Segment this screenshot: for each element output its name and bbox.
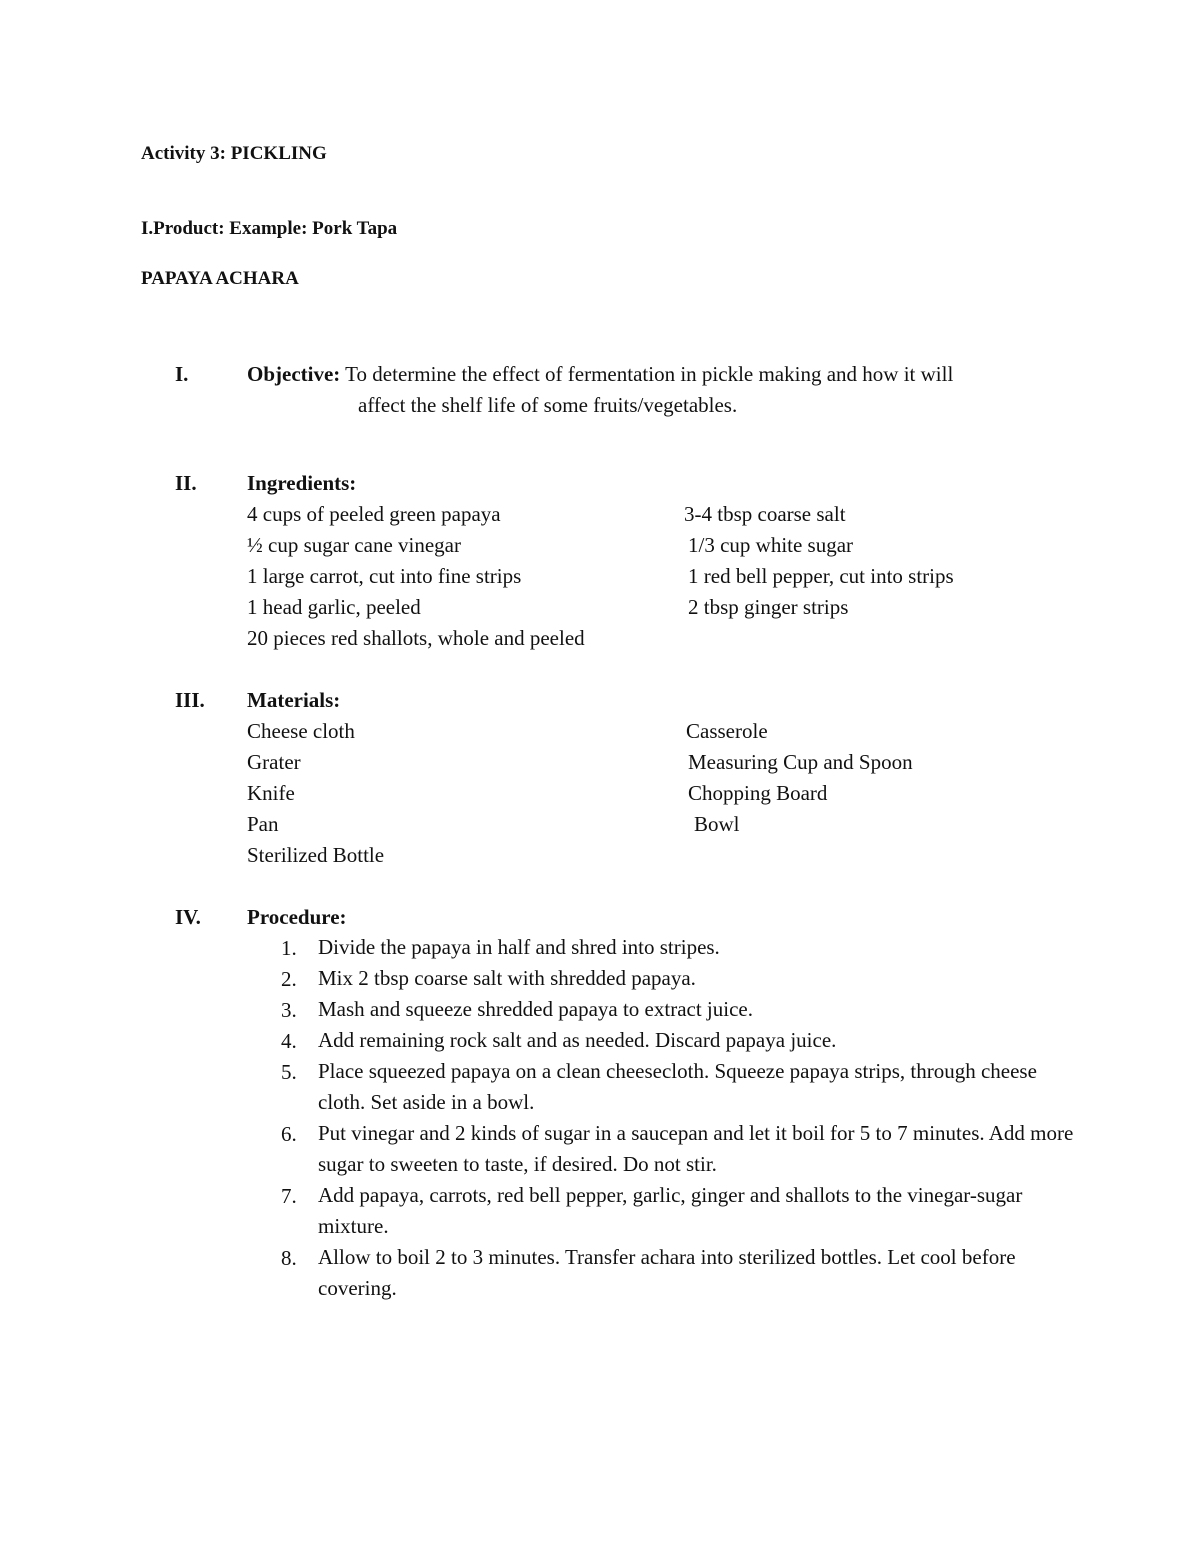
material-item: Cheese cloth bbox=[247, 719, 355, 743]
objective-label: Objective: bbox=[247, 362, 341, 386]
step-text: Allow to boil 2 to 3 minutes. Transfer achara into sterilized bottles. Let cool before covering. bbox=[318, 1245, 1016, 1300]
material-item: Pan bbox=[247, 812, 279, 836]
product-name: PAPAYA ACHARA bbox=[141, 268, 299, 289]
ingredient-item: 1/3 cup white sugar bbox=[688, 533, 854, 557]
step-text: Put vinegar and 2 kinds of sugar in a saucepan and let it boil for 5 to 7 minutes. Add more sugar to sweeten to taste, if desired. Do not stir. bbox=[318, 1121, 1074, 1176]
ingredient-item: 1 large carrot, cut into fine strips bbox=[247, 564, 522, 588]
ingredients-label: Ingredients: bbox=[247, 471, 357, 495]
step-number: 7. bbox=[281, 1184, 297, 1208]
materials-numeral: III. bbox=[175, 688, 205, 712]
step-text: Place squeezed papaya on a clean cheesecloth. Squeeze papaya strips, through cheese cloth. Set aside in a bowl. bbox=[318, 1059, 1037, 1114]
ingredient-item: 4 cups of peeled green papaya bbox=[247, 502, 501, 526]
objective-line1 bbox=[247, 362, 953, 387]
objective-text-2: affect the shelf life of some fruits/vegetables. bbox=[358, 393, 738, 417]
procedure-label: Procedure: bbox=[247, 905, 347, 929]
step-number: 1. bbox=[281, 936, 297, 960]
ingredient-item: 3-4 tbsp coarse salt bbox=[684, 502, 846, 526]
step-text: Divide the papaya in half and shred into stripes. bbox=[318, 935, 720, 959]
objective-numeral: I. bbox=[175, 362, 189, 386]
material-item: Grater bbox=[247, 750, 301, 774]
material-item: Knife bbox=[247, 781, 295, 805]
step-number: 6. bbox=[281, 1122, 297, 1146]
material-item: Bowl bbox=[694, 812, 740, 836]
procedure-numeral: IV. bbox=[175, 905, 201, 929]
activity-title: Activity 3: PICKLING bbox=[141, 143, 327, 164]
ingredient-item: 1 head garlic, peeled bbox=[247, 595, 421, 619]
step-text: Mash and squeeze shredded papaya to extract juice. bbox=[318, 997, 753, 1021]
material-item: Casserole bbox=[686, 719, 768, 743]
material-item: Sterilized Bottle bbox=[247, 843, 385, 867]
step-number: 2. bbox=[281, 967, 297, 991]
step-text: Add remaining rock salt and as needed. Discard papaya juice. bbox=[318, 1028, 837, 1052]
step-number: 8. bbox=[281, 1246, 297, 1270]
step-text: Add papaya, carrots, red bell pepper, garlic, ginger and shallots to the vinegar-sugar mixture. bbox=[318, 1183, 1023, 1238]
objective-text-1: To determine the effect of fermentation in pickle making and how it will bbox=[345, 362, 954, 386]
material-item: Measuring Cup and Spoon bbox=[688, 750, 913, 774]
step-number: 4. bbox=[281, 1029, 297, 1053]
ingredients-numeral: II. bbox=[175, 471, 197, 495]
step-number: 5. bbox=[281, 1060, 297, 1084]
ingredient-item: ½ cup sugar cane vinegar bbox=[247, 533, 461, 557]
ingredient-item: 20 pieces red shallots, whole and peeled bbox=[247, 626, 585, 650]
step-number: 3. bbox=[281, 998, 297, 1022]
product-line: I.Product: Example: Pork Tapa bbox=[141, 218, 398, 239]
material-item: Chopping Board bbox=[688, 781, 828, 805]
ingredient-item: 1 red bell pepper, cut into strips bbox=[688, 564, 954, 588]
step-text: Mix 2 tbsp coarse salt with shredded papaya. bbox=[318, 966, 696, 990]
materials-label: Materials: bbox=[247, 688, 341, 712]
ingredient-item: 2 tbsp ginger strips bbox=[688, 595, 849, 619]
